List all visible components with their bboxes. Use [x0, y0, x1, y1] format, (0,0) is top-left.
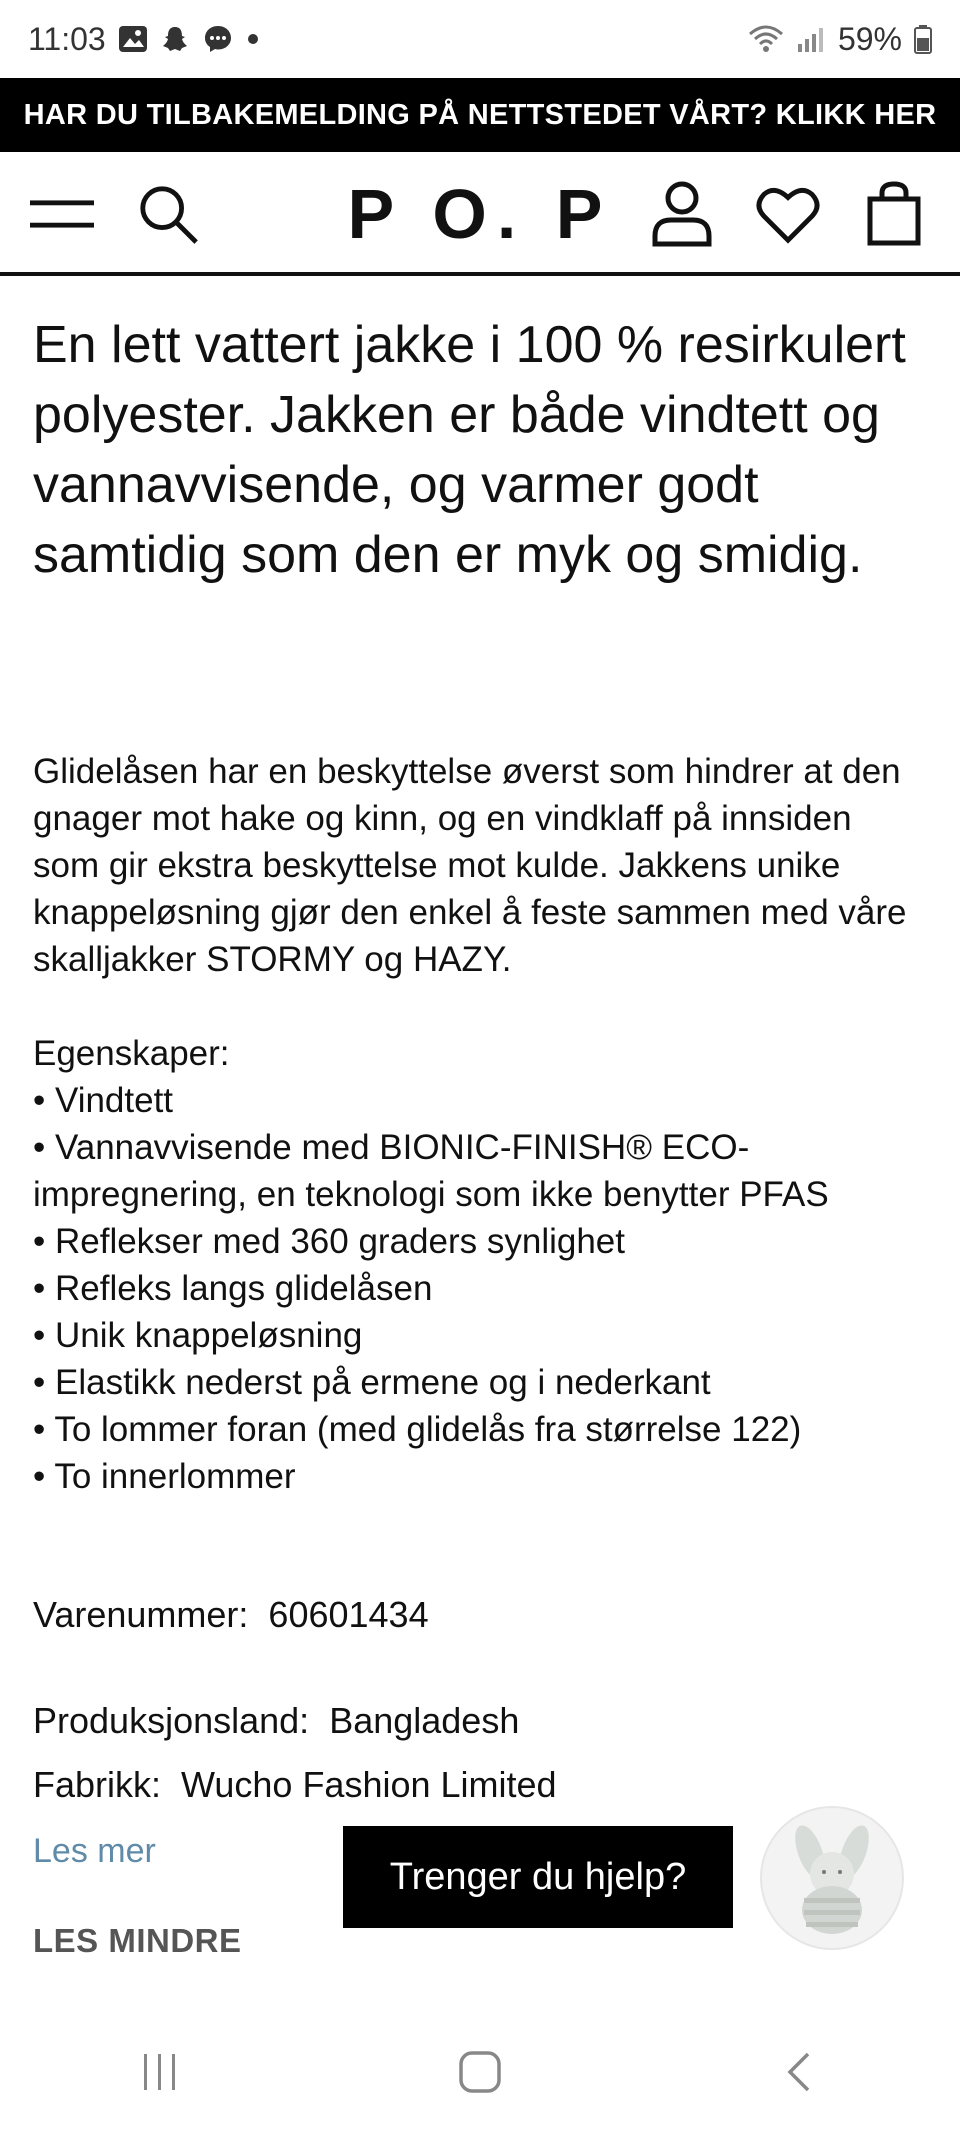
- status-bar: [0, 0, 960, 78]
- status-left: [28, 21, 260, 58]
- varenummer-row: [33, 1594, 429, 1636]
- status-time: 11:03: [28, 20, 106, 57]
- dot-icon: [246, 32, 260, 46]
- site-logo[interactable]: P O. P: [347, 175, 613, 253]
- features-title: Egenskaper:: [33, 1034, 230, 1073]
- signal-icon: [796, 24, 826, 54]
- varenummer-value: 60601434: [268, 1594, 429, 1635]
- features-list: [33, 1077, 927, 1500]
- feature-item: • Vindtett: [33, 1081, 174, 1120]
- features-section: [33, 1030, 927, 1500]
- bag-icon[interactable]: [862, 182, 926, 246]
- home-icon[interactable]: [440, 2032, 520, 2112]
- produksjonsland-row: [33, 1700, 519, 1742]
- messenger-icon: [202, 23, 234, 55]
- system-nav-bar: [0, 2010, 960, 2133]
- wifi-icon: [748, 24, 784, 54]
- account-icon[interactable]: [650, 182, 714, 246]
- battery-icon: [914, 24, 932, 54]
- product-description: Glidelåsen har en beskyttelse øverst som hindrer at den gnager mot hake og kinn, og en vindklaff på innsiden som gir ekstra beskyttelse mot kulde. Jakkens unike knappeløsning gjør den enkel å feste sammen med våre skalljakker STORMY og HAZY.: [33, 752, 907, 979]
- heart-icon[interactable]: [756, 182, 820, 246]
- fabrikk-row: [33, 1764, 557, 1806]
- snapchat-icon: [160, 24, 190, 54]
- feature-item: • Unik knappeløsning: [33, 1316, 363, 1355]
- site-header: [0, 152, 960, 276]
- status-right: [748, 21, 932, 58]
- help-avatar[interactable]: [760, 1806, 904, 1950]
- les-mindre-link[interactable]: LES MINDRE: [33, 1922, 242, 1959]
- back-icon[interactable]: [760, 2032, 840, 2112]
- battery-percent: 59%: [837, 20, 902, 57]
- produksjonsland-value: Bangladesh: [329, 1700, 520, 1741]
- feature-item: • To innerlommer: [33, 1457, 296, 1496]
- bunny-icon: [772, 1818, 892, 1938]
- recent-apps-icon[interactable]: [120, 2032, 200, 2112]
- feature-item: • Reflekser med 360 graders synlighet: [33, 1222, 625, 1261]
- product-headline: En lett vattert jakke i 100 % resirkulert polyester. Jakken er både vindtett og vannavvisende, og varmer godt samtidig som den er myk og smidig.: [33, 316, 906, 584]
- feature-item: • To lommer foran (med glidelås fra størrelse 122): [33, 1410, 802, 1449]
- fabrikk-label: Fabrikk:: [33, 1764, 162, 1805]
- feedback-banner[interactable]: HAR DU TILBAKEMELDING PÅ NETTSTEDET VÅRT? KLIKK HER: [0, 78, 960, 152]
- feature-item: • Vannavvisende med BIONIC-FINISH® ECO-impregnering, en teknologi som ikke benytter PFAS: [33, 1128, 829, 1214]
- produksjonsland-label: Produksjonsland:: [33, 1700, 310, 1741]
- help-button[interactable]: Trenger du hjelp?: [343, 1826, 733, 1928]
- feature-item: • Refleks langs glidelåsen: [33, 1269, 433, 1308]
- varenummer-label: Varenummer:: [33, 1594, 249, 1635]
- les-mer-link[interactable]: Les mer: [33, 1832, 156, 1870]
- feature-item: • Elastikk nederst på ermene og i nederkant: [33, 1363, 711, 1402]
- gallery-icon: [118, 25, 148, 53]
- fabrikk-value: Wucho Fashion Limited: [181, 1764, 557, 1805]
